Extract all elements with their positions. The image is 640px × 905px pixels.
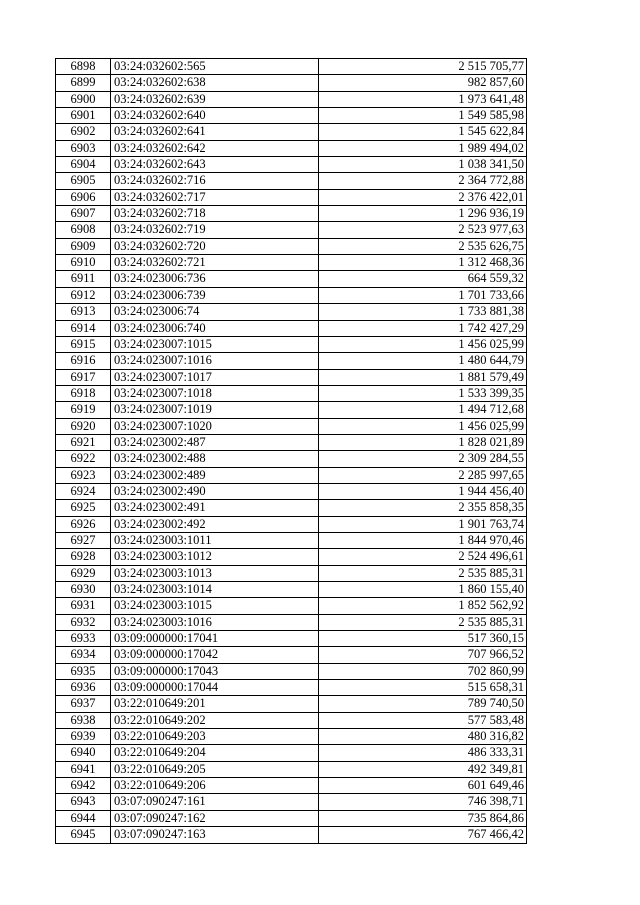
table-row [56, 631, 527, 647]
cadastral-value-table [55, 58, 527, 844]
table-row [56, 238, 527, 254]
cadastral-value-cell: 486 333,31 [319, 745, 527, 761]
cadastral-value-cell: 767 466,42 [319, 827, 527, 843]
row-number-cell: 6898 [56, 59, 111, 75]
row-number-cell: 6918 [56, 385, 111, 401]
cadastral-value-cell: 1 852 562,92 [319, 598, 527, 614]
cadastral-value-cell: 735 864,86 [319, 810, 527, 826]
row-number-cell: 6904 [56, 157, 111, 173]
row-number-cell: 6903 [56, 140, 111, 156]
row-number-cell: 6909 [56, 238, 111, 254]
cadastral-number-cell: 03:24:023002:487 [111, 434, 319, 450]
cadastral-number-cell: 03:24:023007:1019 [111, 402, 319, 418]
cadastral-value-cell: 601 649,46 [319, 778, 527, 794]
cadastral-number-cell: 03:24:023003:1012 [111, 549, 319, 565]
row-number-cell: 6932 [56, 614, 111, 630]
cadastral-number-cell: 03:24:023006:739 [111, 287, 319, 303]
cadastral-value-cell: 1 944 456,40 [319, 483, 527, 499]
table-row [56, 549, 527, 565]
table-row [56, 353, 527, 369]
cadastral-value-cell: 1 549 585,98 [319, 108, 527, 124]
table-row [56, 418, 527, 434]
row-number-cell: 6905 [56, 173, 111, 189]
cadastral-number-cell: 03:24:023007:1020 [111, 418, 319, 434]
cadastral-number-cell: 03:24:023007:1017 [111, 369, 319, 385]
table-row [56, 483, 527, 499]
cadastral-number-cell: 03:24:032602:717 [111, 189, 319, 205]
row-number-cell: 6926 [56, 516, 111, 532]
cadastral-value-cell: 2 309 284,55 [319, 451, 527, 467]
cadastral-value-cell: 789 740,50 [319, 696, 527, 712]
cadastral-number-cell: 03:24:023003:1011 [111, 532, 319, 548]
table-row [56, 532, 527, 548]
cadastral-number-cell: 03:24:023007:1015 [111, 336, 319, 352]
cadastral-number-cell: 03:24:032602:638 [111, 75, 319, 91]
cadastral-number-cell: 03:24:023002:491 [111, 500, 319, 516]
table-row [56, 108, 527, 124]
row-number-cell: 6931 [56, 598, 111, 614]
cadastral-value-cell: 1 860 155,40 [319, 582, 527, 598]
cadastral-number-cell: 03:24:023003:1015 [111, 598, 319, 614]
table-row [56, 369, 527, 385]
cadastral-value-cell: 702 860,99 [319, 663, 527, 679]
cadastral-number-cell: 03:24:032602:642 [111, 140, 319, 156]
table-row [56, 663, 527, 679]
row-number-cell: 6942 [56, 778, 111, 794]
cadastral-value-cell: 664 559,32 [319, 271, 527, 287]
table-row [56, 189, 527, 205]
cadastral-value-cell: 982 857,60 [319, 75, 527, 91]
cadastral-value-cell: 1 742 427,29 [319, 320, 527, 336]
cadastral-number-cell: 03:24:023006:74 [111, 304, 319, 320]
cadastral-value-cell: 1 733 881,38 [319, 304, 527, 320]
cadastral-value-cell: 707 966,52 [319, 647, 527, 663]
row-number-cell: 6924 [56, 483, 111, 499]
table-row [56, 467, 527, 483]
row-number-cell: 6923 [56, 467, 111, 483]
cadastral-value-cell: 517 360,15 [319, 631, 527, 647]
cadastral-value-cell: 1 456 025,99 [319, 418, 527, 434]
cadastral-number-cell: 03:22:010649:206 [111, 778, 319, 794]
row-number-cell: 6902 [56, 124, 111, 140]
cadastral-number-cell: 03:22:010649:204 [111, 745, 319, 761]
cadastral-value-cell: 1 989 494,02 [319, 140, 527, 156]
cadastral-value-cell: 1 901 763,74 [319, 516, 527, 532]
row-number-cell: 6921 [56, 434, 111, 450]
row-number-cell: 6941 [56, 761, 111, 777]
cadastral-number-cell: 03:09:000000:17044 [111, 680, 319, 696]
cadastral-value-cell: 1 881 579,49 [319, 369, 527, 385]
table-row [56, 778, 527, 794]
cadastral-number-cell: 03:24:023007:1016 [111, 353, 319, 369]
table-row [56, 304, 527, 320]
table-row [56, 729, 527, 745]
row-number-cell: 6922 [56, 451, 111, 467]
cadastral-number-cell: 03:09:000000:17042 [111, 647, 319, 663]
table-row [56, 271, 527, 287]
cadastral-number-cell: 03:09:000000:17041 [111, 631, 319, 647]
row-number-cell: 6910 [56, 255, 111, 271]
cadastral-value-cell: 2 515 705,77 [319, 59, 527, 75]
cadastral-number-cell: 03:24:023002:488 [111, 451, 319, 467]
row-number-cell: 6930 [56, 582, 111, 598]
row-number-cell: 6939 [56, 729, 111, 745]
table-row [56, 320, 527, 336]
cadastral-number-cell: 03:24:032602:643 [111, 157, 319, 173]
row-number-cell: 6900 [56, 91, 111, 107]
row-number-cell: 6915 [56, 336, 111, 352]
cadastral-number-cell: 03:24:032602:641 [111, 124, 319, 140]
cadastral-number-cell: 03:24:032602:720 [111, 238, 319, 254]
row-number-cell: 6940 [56, 745, 111, 761]
cadastral-value-cell: 1 973 641,48 [319, 91, 527, 107]
row-number-cell: 6934 [56, 647, 111, 663]
cadastral-value-cell: 480 316,82 [319, 729, 527, 745]
table-row [56, 385, 527, 401]
table-row [56, 336, 527, 352]
row-number-cell: 6937 [56, 696, 111, 712]
cadastral-number-cell: 03:24:032602:719 [111, 222, 319, 238]
cadastral-value-cell: 1 545 622,84 [319, 124, 527, 140]
row-number-cell: 6938 [56, 712, 111, 728]
row-number-cell: 6927 [56, 532, 111, 548]
table-row [56, 827, 527, 843]
table-row [56, 173, 527, 189]
cadastral-number-cell: 03:24:032602:721 [111, 255, 319, 271]
table-row [56, 582, 527, 598]
cadastral-number-cell: 03:07:090247:163 [111, 827, 319, 843]
cadastral-number-cell: 03:24:023007:1018 [111, 385, 319, 401]
table-row [56, 712, 527, 728]
row-number-cell: 6920 [56, 418, 111, 434]
cadastral-number-cell: 03:24:023006:736 [111, 271, 319, 287]
cadastral-value-cell: 1 828 021,89 [319, 434, 527, 450]
cadastral-number-cell: 03:07:090247:161 [111, 794, 319, 810]
row-number-cell: 6929 [56, 565, 111, 581]
row-number-cell: 6911 [56, 271, 111, 287]
table-row [56, 140, 527, 156]
cadastral-number-cell: 03:24:032602:565 [111, 59, 319, 75]
cadastral-number-cell: 03:24:032602:716 [111, 173, 319, 189]
row-number-cell: 6899 [56, 75, 111, 91]
table-row [56, 614, 527, 630]
table-row [56, 434, 527, 450]
row-number-cell: 6928 [56, 549, 111, 565]
row-number-cell: 6916 [56, 353, 111, 369]
table-row [56, 745, 527, 761]
cadastral-value-cell: 1 038 341,50 [319, 157, 527, 173]
table-row [56, 222, 527, 238]
cadastral-number-cell: 03:24:023002:490 [111, 483, 319, 499]
table-row [56, 287, 527, 303]
cadastral-number-cell: 03:24:023003:1014 [111, 582, 319, 598]
table-row [56, 157, 527, 173]
cadastral-value-cell: 2 535 885,31 [319, 565, 527, 581]
cadastral-value-cell: 1 480 644,79 [319, 353, 527, 369]
row-number-cell: 6943 [56, 794, 111, 810]
cadastral-number-cell: 03:07:090247:162 [111, 810, 319, 826]
cadastral-value-cell: 515 658,31 [319, 680, 527, 696]
table-row [56, 91, 527, 107]
cadastral-number-cell: 03:24:032602:639 [111, 91, 319, 107]
table-row [56, 451, 527, 467]
table-row [56, 680, 527, 696]
row-number-cell: 6912 [56, 287, 111, 303]
table-row [56, 810, 527, 826]
cadastral-number-cell: 03:24:032602:640 [111, 108, 319, 124]
row-number-cell: 6944 [56, 810, 111, 826]
cadastral-value-cell: 2 376 422,01 [319, 189, 527, 205]
cadastral-number-cell: 03:09:000000:17043 [111, 663, 319, 679]
row-number-cell: 6913 [56, 304, 111, 320]
cadastral-number-cell: 03:22:010649:202 [111, 712, 319, 728]
cadastral-number-cell: 03:22:010649:203 [111, 729, 319, 745]
cadastral-value-cell: 1 494 712,68 [319, 402, 527, 418]
row-number-cell: 6917 [56, 369, 111, 385]
row-number-cell: 6901 [56, 108, 111, 124]
table-row [56, 206, 527, 222]
cadastral-value-cell: 2 523 977,63 [319, 222, 527, 238]
cadastral-value-cell: 1 533 399,35 [319, 385, 527, 401]
cadastral-number-cell: 03:22:010649:201 [111, 696, 319, 712]
table-row [56, 696, 527, 712]
row-number-cell: 6945 [56, 827, 111, 843]
row-number-cell: 6907 [56, 206, 111, 222]
table-row [56, 647, 527, 663]
cadastral-value-cell: 2 535 626,75 [319, 238, 527, 254]
cadastral-number-cell: 03:24:023002:489 [111, 467, 319, 483]
cadastral-value-cell: 1 296 936,19 [319, 206, 527, 222]
cadastral-value-cell: 2 535 885,31 [319, 614, 527, 630]
table-row [56, 598, 527, 614]
cadastral-value-cell: 2 285 997,65 [319, 467, 527, 483]
cadastral-value-cell: 492 349,81 [319, 761, 527, 777]
row-number-cell: 6906 [56, 189, 111, 205]
table-row [56, 500, 527, 516]
cadastral-value-cell: 746 398,71 [319, 794, 527, 810]
cadastral-number-cell: 03:24:032602:718 [111, 206, 319, 222]
cadastral-number-cell: 03:24:023006:740 [111, 320, 319, 336]
table-row [56, 565, 527, 581]
table-row [56, 59, 527, 75]
table-row [56, 402, 527, 418]
cadastral-value-cell: 2 364 772,88 [319, 173, 527, 189]
cadastral-value-cell: 577 583,48 [319, 712, 527, 728]
cadastral-value-cell: 1 456 025,99 [319, 336, 527, 352]
row-number-cell: 6925 [56, 500, 111, 516]
cadastral-value-cell: 1 312 468,36 [319, 255, 527, 271]
cadastral-value-cell: 2 355 858,35 [319, 500, 527, 516]
table-body [56, 59, 527, 844]
table-row [56, 124, 527, 140]
row-number-cell: 6914 [56, 320, 111, 336]
cadastral-number-cell: 03:24:023002:492 [111, 516, 319, 532]
row-number-cell: 6933 [56, 631, 111, 647]
cadastral-number-cell: 03:24:023003:1016 [111, 614, 319, 630]
cadastral-value-cell: 2 524 496,61 [319, 549, 527, 565]
row-number-cell: 6935 [56, 663, 111, 679]
cadastral-number-cell: 03:22:010649:205 [111, 761, 319, 777]
cadastral-value-cell: 1 844 970,46 [319, 532, 527, 548]
cadastral-value-cell: 1 701 733,66 [319, 287, 527, 303]
table-row [56, 516, 527, 532]
table-row [56, 75, 527, 91]
table-row [56, 794, 527, 810]
table-row [56, 255, 527, 271]
cadastral-number-cell: 03:24:023003:1013 [111, 565, 319, 581]
row-number-cell: 6908 [56, 222, 111, 238]
row-number-cell: 6936 [56, 680, 111, 696]
row-number-cell: 6919 [56, 402, 111, 418]
table-row [56, 761, 527, 777]
